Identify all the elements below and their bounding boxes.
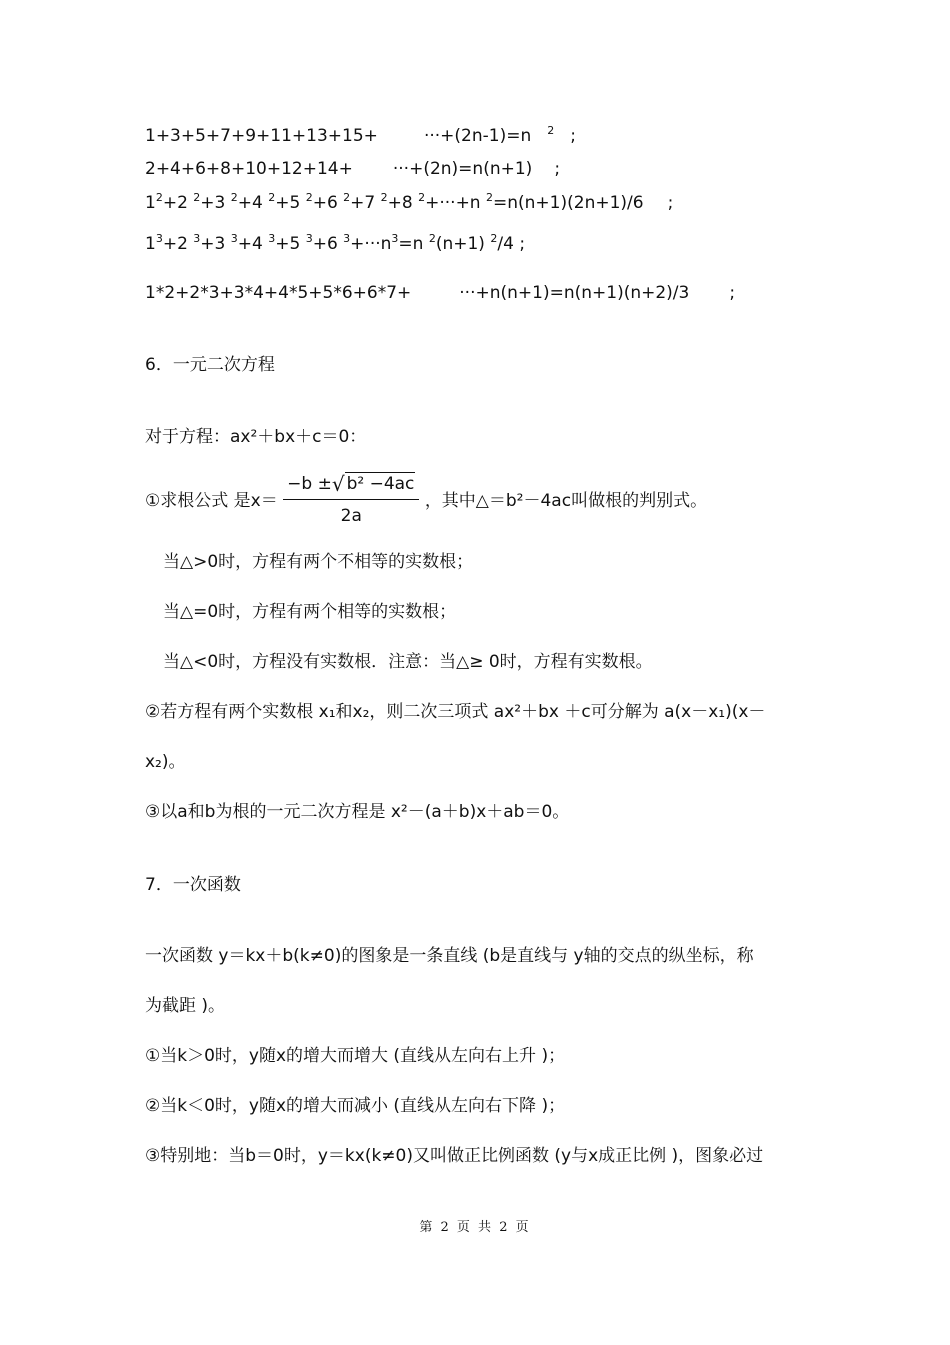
factorization-line-a: ②若方程有两个实数根 x₁和x₂，则二次三项式 ax²＋bx ＋c可分解为 a(x－x₁)(x－	[145, 702, 766, 722]
factorization-line-b: x₂)。	[145, 752, 186, 772]
semicolon: ;	[554, 159, 561, 179]
sum-even-prefix: 2+4+6+8+10+12+14+	[145, 159, 353, 179]
sum-cubes-line: $1^3+2$ $^3$+3 $^3$+4 $^3$+5 $^3$+6 $^3+\cdot\cdot\cdot n^3=n$ $^2$(n+1) $^2$/4 ;	[145, 232, 526, 254]
sum-cubes-mid: (n+1)	[435, 234, 485, 254]
sum-cubes-tail: +···n	[350, 234, 392, 254]
linear-point-1: ①当k＞0时，y随x的增大而增大 (直线从左向右上升 )；	[145, 1046, 566, 1066]
sum-cubes-end: /4	[497, 234, 514, 254]
semicolon: ;	[519, 234, 526, 254]
semicolon: ;	[667, 193, 674, 213]
section7-heading: 7．一次函数	[145, 875, 241, 895]
sum-even-line	[145, 158, 560, 180]
discriminant-case-1: 当△>0时，方程有两个不相等的实数根；	[163, 552, 474, 572]
formula-radicand: b² −4ac	[346, 474, 415, 494]
sum-squares-line: $1^2+2$ $^2$+3 $^2$+4 $^2$+5 $^2$+6 $^2$+7 $^2$+8 $^2$+···+n $^2$=n(n+1)(2n+1)/6 ;	[145, 191, 674, 213]
quadratic-formula-line	[145, 474, 707, 528]
discriminant-case-3: 当△<0时，方程没有实数根．注意：当△≥ 0时，方程有实数根。	[163, 652, 653, 672]
sum-odd-line: 1+3+5+7+9+11+13+15+ ···+(2n-1)=n $^2$ ;	[145, 124, 576, 146]
sum-even-suffix: ···+(2n)=n(n+1)	[392, 159, 533, 179]
semicolon: ;	[729, 283, 736, 303]
roots-equation-line: ③以a和b为根的一元二次方程是 x²－(a＋b)x＋ab＝0。	[145, 802, 570, 822]
formula-denominator: 2a	[340, 506, 362, 526]
formula-label: ①求根公式 是x＝	[145, 491, 278, 511]
discriminant-case-2: 当△=0时，方程有两个相等的实数根；	[163, 602, 457, 622]
sum-squares-result: =n(n+1)(2n+1)/6	[493, 193, 644, 213]
sum-products-suffix: ···+n(n+1)=n(n+1)(n+2)/3	[459, 283, 690, 303]
linear-function-intro-a: 一次函数 y＝kx＋b(k≠0)的图象是一条直线 (b是直线与 y轴的交点的纵坐标，称	[145, 946, 754, 966]
sum-odd-suffix: ···+(2n-1)=n	[423, 126, 532, 146]
linear-point-2: ②当k＜0时，y随x的增大而减小 (直线从左向右下降 )；	[145, 1096, 566, 1116]
sum-squares-tail: +···+n	[425, 193, 481, 213]
linear-function-intro-b: 为截距 )。	[145, 996, 226, 1016]
quadratic-formula-fraction: $\frac{\text{−b ±√ b² −4ac}}{2a}$	[283, 472, 419, 526]
formula-numerator: −b ±	[287, 474, 332, 494]
section6-heading: 6．一元二次方程	[145, 355, 275, 375]
sum-odd-prefix: 1+3+5+7+9+11+13+15+	[145, 126, 378, 146]
semicolon: ;	[570, 126, 576, 146]
linear-point-3: ③特别地：当b＝0时，y＝kx(k≠0)又叫做正比例函数 (y与x成正比例 )，图象必过	[145, 1146, 764, 1166]
page-footer: 第 2 页 共 2 页	[419, 1220, 531, 1235]
sum-cubes-result: =n	[398, 234, 424, 254]
sum-products-prefix: 1*2+2*3+3*4+4*5+5*6+6*7+	[145, 283, 412, 303]
sum-products-line	[145, 282, 735, 304]
section6-equation: 对于方程：ax²＋bx＋c＝0：	[145, 427, 367, 447]
formula-after: ，其中△＝b²－4ac叫做根的判别式。	[424, 491, 708, 511]
